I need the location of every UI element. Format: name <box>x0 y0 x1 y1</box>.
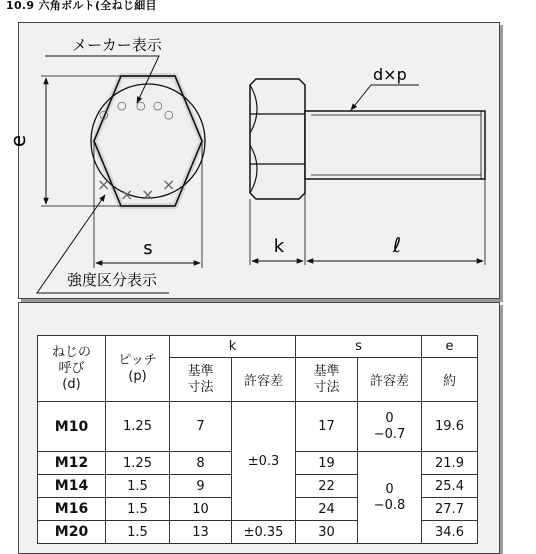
header-std-line2: 寸法 <box>313 379 340 395</box>
s-tolerance-b <box>358 452 422 544</box>
row-s: 19 <box>296 452 358 475</box>
grade-mark: × <box>141 185 155 204</box>
row-s: 24 <box>296 498 358 521</box>
s-tolerance-a <box>358 402 422 452</box>
row-name: M20 <box>38 521 106 544</box>
row-k: 7 <box>170 402 232 452</box>
header-pitch-line1: ピッチ <box>118 352 157 368</box>
row-pitch: 1.25 <box>106 402 170 452</box>
grade-mark: × <box>97 175 111 194</box>
header-std-line2: 寸法 <box>187 379 214 395</box>
header-name <box>38 336 106 402</box>
spec-table-panel <box>18 302 500 554</box>
grade-label: 強度区分表示 <box>67 271 158 289</box>
row-pitch: 1.5 <box>106 521 170 544</box>
grade-mark: × <box>120 185 134 204</box>
row-k: 9 <box>170 475 232 498</box>
header-s: s <box>296 336 422 358</box>
row-pitch: 1.25 <box>106 452 170 475</box>
k-tolerance-b: ±0.35 <box>232 521 296 544</box>
spec-table <box>37 335 478 544</box>
row-s: 30 <box>296 521 358 544</box>
dimension-k-label: k <box>273 236 285 257</box>
row-name: M12 <box>38 452 106 475</box>
header-k-std <box>170 358 232 402</box>
row-pitch: 1.5 <box>106 475 170 498</box>
row-k: 10 <box>170 498 232 521</box>
bolt-figure-panel <box>6 22 500 299</box>
row-s: 22 <box>296 475 358 498</box>
row-e: 25.4 <box>422 475 478 498</box>
header-name-line2: 呼び <box>58 360 85 376</box>
row-e: 34.6 <box>422 521 478 544</box>
header-k-tol: 許容差 <box>232 358 296 402</box>
bolt-side-view <box>250 79 485 199</box>
maker-mark: ○ <box>99 108 109 121</box>
maker-mark: ○ <box>117 99 127 112</box>
header-pitch <box>106 336 170 402</box>
dimension-dxp-label: d×p <box>373 65 407 84</box>
row-s: 17 <box>296 402 358 452</box>
grade-mark: × <box>162 175 176 194</box>
maker-mark: ○ <box>153 99 163 112</box>
row-name: M10 <box>38 402 106 452</box>
row-pitch: 1.5 <box>106 498 170 521</box>
row-name: M16 <box>38 498 106 521</box>
dimension-l-label: ℓ <box>392 233 402 257</box>
bolt-drawing <box>6 23 499 298</box>
header-s-std <box>296 358 358 402</box>
row-e: 19.6 <box>422 402 478 452</box>
s-tol-b-upper: 0 <box>385 481 394 497</box>
header-name-line3: (d) <box>62 376 81 392</box>
dxp-leader-line <box>351 85 419 110</box>
maker-label: メーカー表示 <box>72 36 162 54</box>
table-row <box>38 402 478 452</box>
row-e: 21.9 <box>422 452 478 475</box>
s-tol-a-lower: −0.7 <box>373 426 406 442</box>
maker-mark: ○ <box>136 99 146 112</box>
page-title: 10.9 六角ボルト(全ねじ細目 <box>6 0 157 12</box>
dimension-s-label: s <box>143 238 153 259</box>
header-std-line1: 基準 <box>313 363 340 379</box>
maker-mark: ○ <box>164 108 174 121</box>
header-std-line1: 基準 <box>187 363 214 379</box>
header-e: e <box>422 336 478 358</box>
row-k: 8 <box>170 452 232 475</box>
k-tolerance-a: ±0.3 <box>232 402 296 521</box>
row-e: 27.7 <box>422 498 478 521</box>
header-pitch-line2: (p) <box>128 368 147 384</box>
header-name-line1: ねじの <box>51 344 91 360</box>
header-k: k <box>170 336 296 358</box>
s-tol-b-lower: −0.8 <box>373 497 406 513</box>
row-k: 13 <box>170 521 232 544</box>
header-s-tol: 許容差 <box>358 358 422 402</box>
s-tol-a-upper: 0 <box>385 410 394 426</box>
dimension-e-label: e <box>6 134 30 148</box>
header-e-approx: 約 <box>422 358 478 402</box>
row-name: M14 <box>38 475 106 498</box>
